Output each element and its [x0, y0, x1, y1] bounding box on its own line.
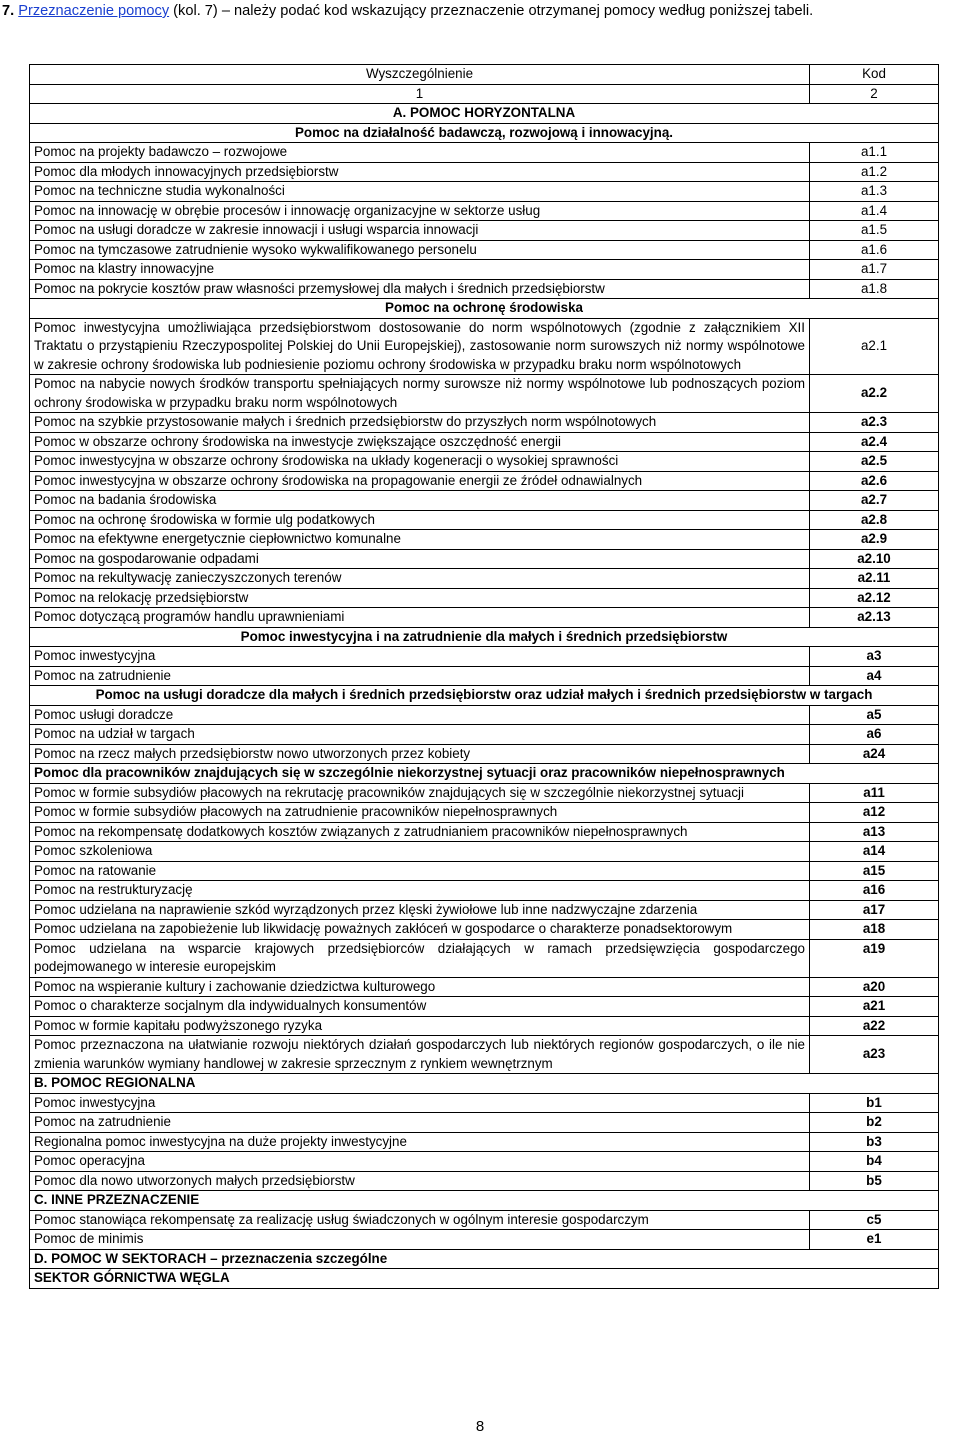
row-code: e1: [810, 1230, 939, 1250]
row-description: Pomoc na innowację w obrębie procesów i innowację organizacyjne w sektorze usług: [30, 201, 810, 221]
item-number: 7.: [2, 3, 15, 19]
table-row: [30, 803, 939, 823]
section-heading: C. INNE PRZEZNACZENIE: [30, 1191, 939, 1211]
row-description: Pomoc inwestycyjna umożliwiająca przedsiębiorstwom dostosowanie do norm wspólnotowych (zgodnie z załącznikiem XII Traktatu o przystąpieniu Rzeczypospolitej Polskiej do Unii Europejskiej), zastosowanie norm surowszych niż normy wspólnotowe w zakresie ochrony środowiska lub podniesienie poziomu ochrony środowiska w przypadku braku norm wspólnotowych: [30, 318, 810, 375]
row-description: Pomoc na klastry innowacyjne: [30, 260, 810, 280]
table-row: [30, 744, 939, 764]
row-description: Pomoc na restrukturyzację: [30, 881, 810, 901]
table-row: [30, 725, 939, 745]
row-code: a2.3: [810, 413, 939, 433]
table-row: [30, 452, 939, 472]
table-row: [30, 842, 939, 862]
row-description: Pomoc na rekompensatę dodatkowych kosztów związanych z zatrudnianiem pracowników niepełnosprawnych: [30, 822, 810, 842]
table-row: [30, 530, 939, 550]
row-code: a1.7: [810, 260, 939, 280]
row-description: Pomoc na zatrudnienie: [30, 1113, 810, 1133]
table-row: [30, 510, 939, 530]
section-heading: SEKTOR GÓRNICTWA WĘGLA: [30, 1269, 939, 1289]
row-code: a15: [810, 861, 939, 881]
row-description: Pomoc udzielana na naprawienie szkód wyrządzonych przez klęski żywiołowe lub inne nadzwyczajne zdarzenia: [30, 900, 810, 920]
row-code: a2.10: [810, 549, 939, 569]
row-description: Pomoc szkoleniowa: [30, 842, 810, 862]
row-code: a2.1: [810, 318, 939, 375]
section-heading: Pomoc inwestycyjna i na zatrudnienie dla małych i średnich przedsiębiorstw: [30, 627, 939, 647]
section-heading: Pomoc na usługi doradcze dla małych i średnich przedsiębiorstw oraz udział małych i średnich przedsiębiorstw w targach: [30, 686, 939, 706]
table-row: [30, 588, 939, 608]
table-row: [30, 1210, 939, 1230]
row-code: a1.1: [810, 143, 939, 163]
row-description: Pomoc stanowiąca rekompensatę za realizację usług świadczonych w ogólnym interesie gospodarczym: [30, 1210, 810, 1230]
row-description: Pomoc inwestycyjna: [30, 647, 810, 667]
table-row: [30, 549, 939, 569]
section-heading-row: [30, 299, 939, 319]
row-code: a5: [810, 705, 939, 725]
row-code: a2.4: [810, 432, 939, 452]
table-row: [30, 881, 939, 901]
row-code: a22: [810, 1016, 939, 1036]
aid-purpose-table: [29, 64, 939, 1289]
table-row: [30, 260, 939, 280]
row-description: Pomoc na ratowanie: [30, 861, 810, 881]
row-code: a2.5: [810, 452, 939, 472]
table-row: [30, 471, 939, 491]
row-description: Pomoc w obszarze ochrony środowiska na inwestycje zwiększające oszczędność energii: [30, 432, 810, 452]
table-row: [30, 182, 939, 202]
row-code: a16: [810, 881, 939, 901]
table-row: [30, 1093, 939, 1113]
row-code: a2.11: [810, 569, 939, 589]
row-description: Pomoc dla młodych innowacyjnych przedsiębiorstw: [30, 162, 810, 182]
row-code: a1.4: [810, 201, 939, 221]
table-row: [30, 143, 939, 163]
table-row: [30, 1230, 939, 1250]
row-description: Regionalna pomoc inwestycyjna na duże projekty inwestycyjne: [30, 1132, 810, 1152]
row-code: a14: [810, 842, 939, 862]
aid-purpose-table-body: [30, 65, 939, 1289]
row-description: Pomoc udzielana na wsparcie krajowych przedsiębiorców działających w ramach przedsięwzięcia gospodarczego podejmowanego w interesie europejskim: [30, 939, 810, 977]
row-code: a4: [810, 666, 939, 686]
row-description: Pomoc na usługi doradcze w zakresie innowacji i usługi wsparcia innowacji: [30, 221, 810, 241]
section-heading: A. POMOC HORYZONTALNA: [30, 104, 939, 124]
row-code: a11: [810, 783, 939, 803]
table-row: [30, 900, 939, 920]
table-header-row: [30, 65, 939, 85]
row-description: Pomoc na efektywne energetycznie ciepłownictwo komunalne: [30, 530, 810, 550]
table-row: [30, 1171, 939, 1191]
section-heading: Pomoc na działalność badawczą, rozwojową i innowacyjną.: [30, 123, 939, 143]
row-description: Pomoc przeznaczona na ułatwianie rozwoju niektórych działań gospodarczych lub niektórych regionów gospodarczych, o ile nie zmienia warunków wymiany handlowej w zakresie sprzecznym z rynkiem wewnętrznym: [30, 1036, 810, 1074]
intro-paragraph: [2, 1, 952, 21]
table-row: [30, 375, 939, 413]
table-row: [30, 1113, 939, 1133]
table-row: [30, 162, 939, 182]
table-row: [30, 1132, 939, 1152]
row-code: b4: [810, 1152, 939, 1172]
row-code: a21: [810, 997, 939, 1017]
row-description: Pomoc na projekty badawczo – rozwojowe: [30, 143, 810, 163]
table-row: [30, 977, 939, 997]
row-code: a23: [810, 1036, 939, 1074]
row-description: Pomoc w formie subsydiów płacowych na zatrudnienie pracowników niepełnosprawnych: [30, 803, 810, 823]
row-code: a1.6: [810, 240, 939, 260]
table-row: [30, 1152, 939, 1172]
row-code: a2.8: [810, 510, 939, 530]
row-code: a1.8: [810, 279, 939, 299]
row-code: b2: [810, 1113, 939, 1133]
row-code: a17: [810, 900, 939, 920]
row-code: a3: [810, 647, 939, 667]
section-heading-row: [30, 1074, 939, 1094]
row-code: a13: [810, 822, 939, 842]
column-number-2: 2: [810, 84, 939, 104]
table-row: [30, 939, 939, 977]
row-description: Pomoc inwestycyjna w obszarze ochrony środowiska na układy kogeneracji o wysokiej sprawności: [30, 452, 810, 472]
section-heading-row: [30, 764, 939, 784]
row-code: a2.13: [810, 608, 939, 628]
row-description: Pomoc na wspieranie kultury i zachowanie dziedzictwa kulturowego: [30, 977, 810, 997]
row-description: Pomoc w formie subsydiów płacowych na rekrutację pracowników znajdujących się w szczególnie niekorzystnej sytuacji: [30, 783, 810, 803]
table-row: [30, 221, 939, 241]
purpose-link[interactable]: Przeznaczenie pomocy: [18, 3, 170, 19]
section-heading: D. POMOC W SEKTORACH – przeznaczenia szczególne: [30, 1249, 939, 1269]
row-description: Pomoc na rekultywację zanieczyszczonych terenów: [30, 569, 810, 589]
row-description: Pomoc na techniczne studia wykonalności: [30, 182, 810, 202]
table-row: [30, 279, 939, 299]
table-row: [30, 201, 939, 221]
row-code: b1: [810, 1093, 939, 1113]
row-code: a2.6: [810, 471, 939, 491]
row-description: Pomoc na nabycie nowych środków transportu spełniających normy surowsze niż normy wspólnotowe lub podnoszących poziom ochrony środowiska w przypadku braku norm wspólnotowych: [30, 375, 810, 413]
table-row: [30, 491, 939, 511]
row-description: Pomoc na badania środowiska: [30, 491, 810, 511]
page-number: 8: [475, 1418, 485, 1435]
row-code: a2.2: [810, 375, 939, 413]
table-row: [30, 240, 939, 260]
table-row: [30, 666, 939, 686]
table-row: [30, 569, 939, 589]
row-description: Pomoc na udział w targach: [30, 725, 810, 745]
row-code: a24: [810, 744, 939, 764]
row-code: a1.3: [810, 182, 939, 202]
row-description: Pomoc dla nowo utworzonych małych przedsiębiorstw: [30, 1171, 810, 1191]
section-heading-row: [30, 1269, 939, 1289]
section-heading-row: [30, 104, 939, 124]
row-code: c5: [810, 1210, 939, 1230]
table-row: [30, 647, 939, 667]
table-row: [30, 1036, 939, 1074]
table-row: [30, 318, 939, 375]
column-number-1: 1: [30, 84, 810, 104]
section-heading: Pomoc na ochronę środowiska: [30, 299, 939, 319]
column-number-row: [30, 84, 939, 104]
table-row: [30, 920, 939, 940]
row-code: a20: [810, 977, 939, 997]
table-row: [30, 432, 939, 452]
row-code: a6: [810, 725, 939, 745]
row-description: Pomoc na zatrudnienie: [30, 666, 810, 686]
row-description: Pomoc na tymczasowe zatrudnienie wysoko wykwalifikowanego personelu: [30, 240, 810, 260]
intro-text: (kol. 7) – należy podać kod wskazujący przeznaczenie otrzymanej pomocy według poniższej tabeli.: [169, 3, 814, 19]
row-description: Pomoc na rzecz małych przedsiębiorstw nowo utworzonych przez kobiety: [30, 744, 810, 764]
table-row: [30, 997, 939, 1017]
row-code: a2.12: [810, 588, 939, 608]
row-description: Pomoc na gospodarowanie odpadami: [30, 549, 810, 569]
row-description: Pomoc inwestycyjna w obszarze ochrony środowiska na propagowanie energii ze źródeł odnawialnych: [30, 471, 810, 491]
row-code: b5: [810, 1171, 939, 1191]
table-row: [30, 413, 939, 433]
row-code: a2.9: [810, 530, 939, 550]
row-description: Pomoc operacyjna: [30, 1152, 810, 1172]
row-code: a1.2: [810, 162, 939, 182]
section-heading-row: [30, 1249, 939, 1269]
row-description: Pomoc na pokrycie kosztów praw własności przemysłowej dla małych i średnich przedsiębiorstw: [30, 279, 810, 299]
table-row: [30, 861, 939, 881]
row-description: Pomoc de minimis: [30, 1230, 810, 1250]
row-description: Pomoc na ochronę środowiska w formie ulg podatkowych: [30, 510, 810, 530]
section-heading-row: [30, 686, 939, 706]
row-description: Pomoc dotyczącą programów handlu uprawnieniami: [30, 608, 810, 628]
table-row: [30, 608, 939, 628]
row-code: a19: [810, 939, 939, 977]
row-description: Pomoc na szybkie przystosowanie małych i średnich przedsiębiorstw do przyszłych norm wspólnotowych: [30, 413, 810, 433]
table-row: [30, 705, 939, 725]
row-code: a1.5: [810, 221, 939, 241]
section-heading: Pomoc dla pracowników znajdujących się w szczególnie niekorzystnej sytuacji oraz pracowników niepełnosprawnych: [30, 764, 939, 784]
row-code: a18: [810, 920, 939, 940]
row-description: Pomoc udzielana na zapobieżenie lub likwidację poważnych zakłóceń w gospodarce o charakterze ponadsektorowym: [30, 920, 810, 940]
row-code: a12: [810, 803, 939, 823]
section-heading: B. POMOC REGIONALNA: [30, 1074, 939, 1094]
table-row: [30, 1016, 939, 1036]
row-code: b3: [810, 1132, 939, 1152]
header-code: Kod: [810, 65, 939, 85]
row-description: Pomoc o charakterze socjalnym dla indywidualnych konsumentów: [30, 997, 810, 1017]
row-code: a2.7: [810, 491, 939, 511]
header-description: Wyszczególnienie: [30, 65, 810, 85]
table-row: [30, 822, 939, 842]
row-description: Pomoc na relokację przedsiębiorstw: [30, 588, 810, 608]
section-heading-row: [30, 1191, 939, 1211]
row-description: Pomoc w formie kapitału podwyższonego ryzyka: [30, 1016, 810, 1036]
row-description: Pomoc usługi doradcze: [30, 705, 810, 725]
section-heading-row: [30, 123, 939, 143]
table-row: [30, 783, 939, 803]
section-heading-row: [30, 627, 939, 647]
row-description: Pomoc inwestycyjna: [30, 1093, 810, 1113]
